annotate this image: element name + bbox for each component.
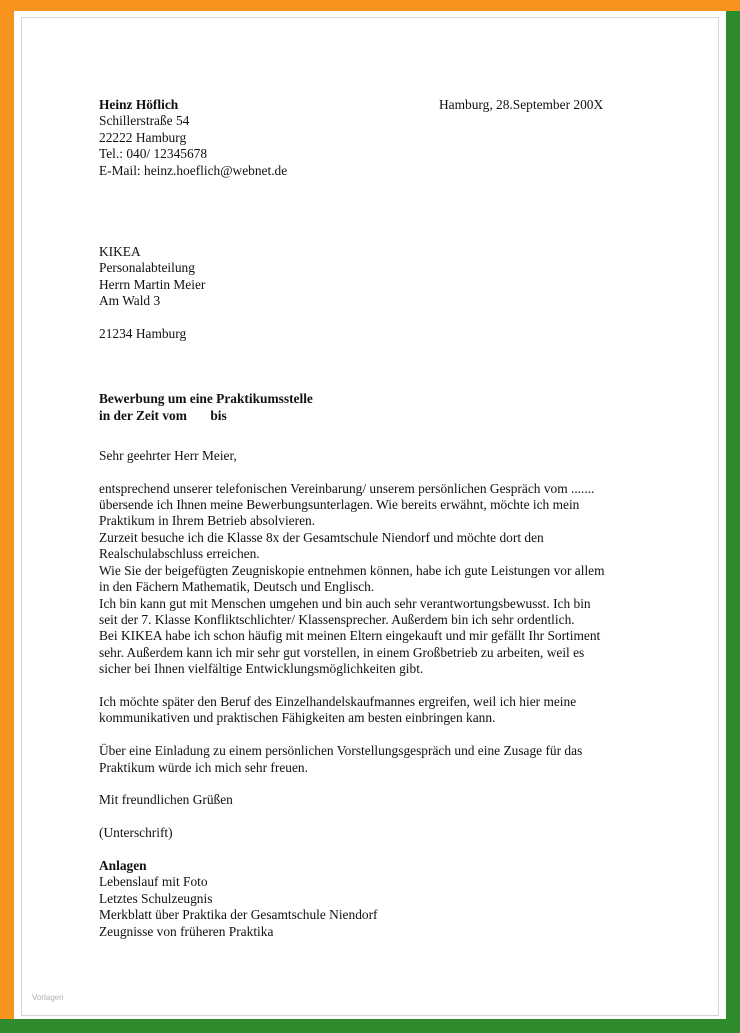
- letter-page: [99, 97, 659, 940]
- subject-line-1: Bewerbung um eine Praktikumsstelle: [99, 391, 313, 407]
- attachment-item: Letztes Schulzeugnis: [99, 890, 213, 906]
- letter-date: Hamburg, 28.September 200X: [439, 97, 604, 112]
- body-line: Wie Sie der beigefügten Zeugniskopie entnehmen können, habe ich gute Leistungen vor allem: [99, 562, 605, 578]
- recipient-city: 21234 Hamburg: [99, 326, 187, 342]
- attachments-heading: Anlagen: [99, 857, 147, 873]
- sender-name: Heinz Höflich: [99, 97, 179, 112]
- body-line: in den Fächern Mathematik, Deutsch und Englisch.: [99, 579, 375, 595]
- recipient-person: Herrn Martin Meier: [99, 276, 206, 292]
- sender-city: 22222 Hamburg: [99, 129, 187, 145]
- attachment-item: Lebenslauf mit Foto: [99, 874, 208, 890]
- frame-corner: [0, 1019, 14, 1033]
- recipient-company: KIKEA: [99, 244, 141, 260]
- recipient-street: Am Wald 3: [99, 293, 161, 309]
- attachment-item: Merkblatt über Praktika der Gesamtschule Niendorf: [99, 907, 378, 923]
- sender-street: Schillerstraße 54: [99, 113, 190, 129]
- sender-phone: Tel.: 040/ 12345678: [99, 146, 208, 162]
- body-line: Realschulabschluss erreichen.: [99, 546, 260, 562]
- body-paragraph-3: [99, 743, 659, 776]
- body-line: Zurzeit besuche ich die Klasse 8x der Gesamtschule Niendorf und möchte dort den: [99, 529, 544, 545]
- body-line: Über eine Einladung zu einem persönlichen Vorstellungsgespräch und eine Zusage für das: [99, 743, 583, 759]
- body-line: sehr. Außerdem kann ich mir sehr gut vorstellen, in einem Großbetrieb zu arbeiten, weil es: [99, 644, 585, 660]
- attachments-block: [99, 858, 659, 940]
- body-line: Bei KIKEA habe ich schon häufig mit meinen Eltern eingekauft und mir gefällt Ihr Sortiment: [99, 628, 601, 644]
- body-line: sicher bei Ihnen vielfältige Entwicklungsmöglichkeiten gibt.: [99, 661, 424, 677]
- body-line: seit der 7. Klasse Konfliktschlichter/ Klassensprecher. Außerdem bin ich sehr ordentlich.: [99, 611, 575, 627]
- signature: (Unterschrift): [99, 825, 173, 841]
- subject-line-2: in der Zeit vom bis: [99, 407, 227, 423]
- body-line: entsprechend unserer telefonischen Vereinbarung/ unserem persönlichen Gespräch vom .......: [99, 480, 595, 496]
- body-paragraph-1: [99, 481, 659, 678]
- salutation: Sehr geehrter Herr Meier,: [99, 448, 237, 464]
- sender-block: [99, 97, 659, 179]
- recipient-block: [99, 244, 659, 342]
- watermark: Vorlagen: [32, 993, 64, 1002]
- body-paragraph-2: [99, 694, 659, 727]
- body-line: Ich bin kann gut mit Menschen umgehen und bin auch sehr verantwortungsbewusst. Ich bin: [99, 595, 591, 611]
- subject-block: [99, 391, 659, 424]
- recipient-department: Personalabteilung: [99, 260, 195, 276]
- body-line: übersende ich Ihnen meine Bewerbungsunterlagen. Wie bereits erwähnt, möchte ich mein: [99, 497, 580, 513]
- sender-email: E-Mail: heinz.hoeflich@webnet.de: [99, 162, 288, 178]
- body-line: kommunikativen und praktischen Fähigkeiten am besten einbringen kann.: [99, 710, 496, 726]
- body-line: Praktikum würde ich mich sehr freuen.: [99, 759, 308, 775]
- frame-corner: [726, 0, 740, 11]
- closing: Mit freundlichen Grüßen: [99, 792, 233, 808]
- attachment-item: Zeugnisse von früheren Praktika: [99, 923, 274, 939]
- body-line: Praktikum in Ihrem Betrieb absolvieren.: [99, 513, 316, 529]
- body-line: Ich möchte später den Beruf des Einzelhandelskaufmannes ergreifen, weil ich hier meine: [99, 693, 577, 709]
